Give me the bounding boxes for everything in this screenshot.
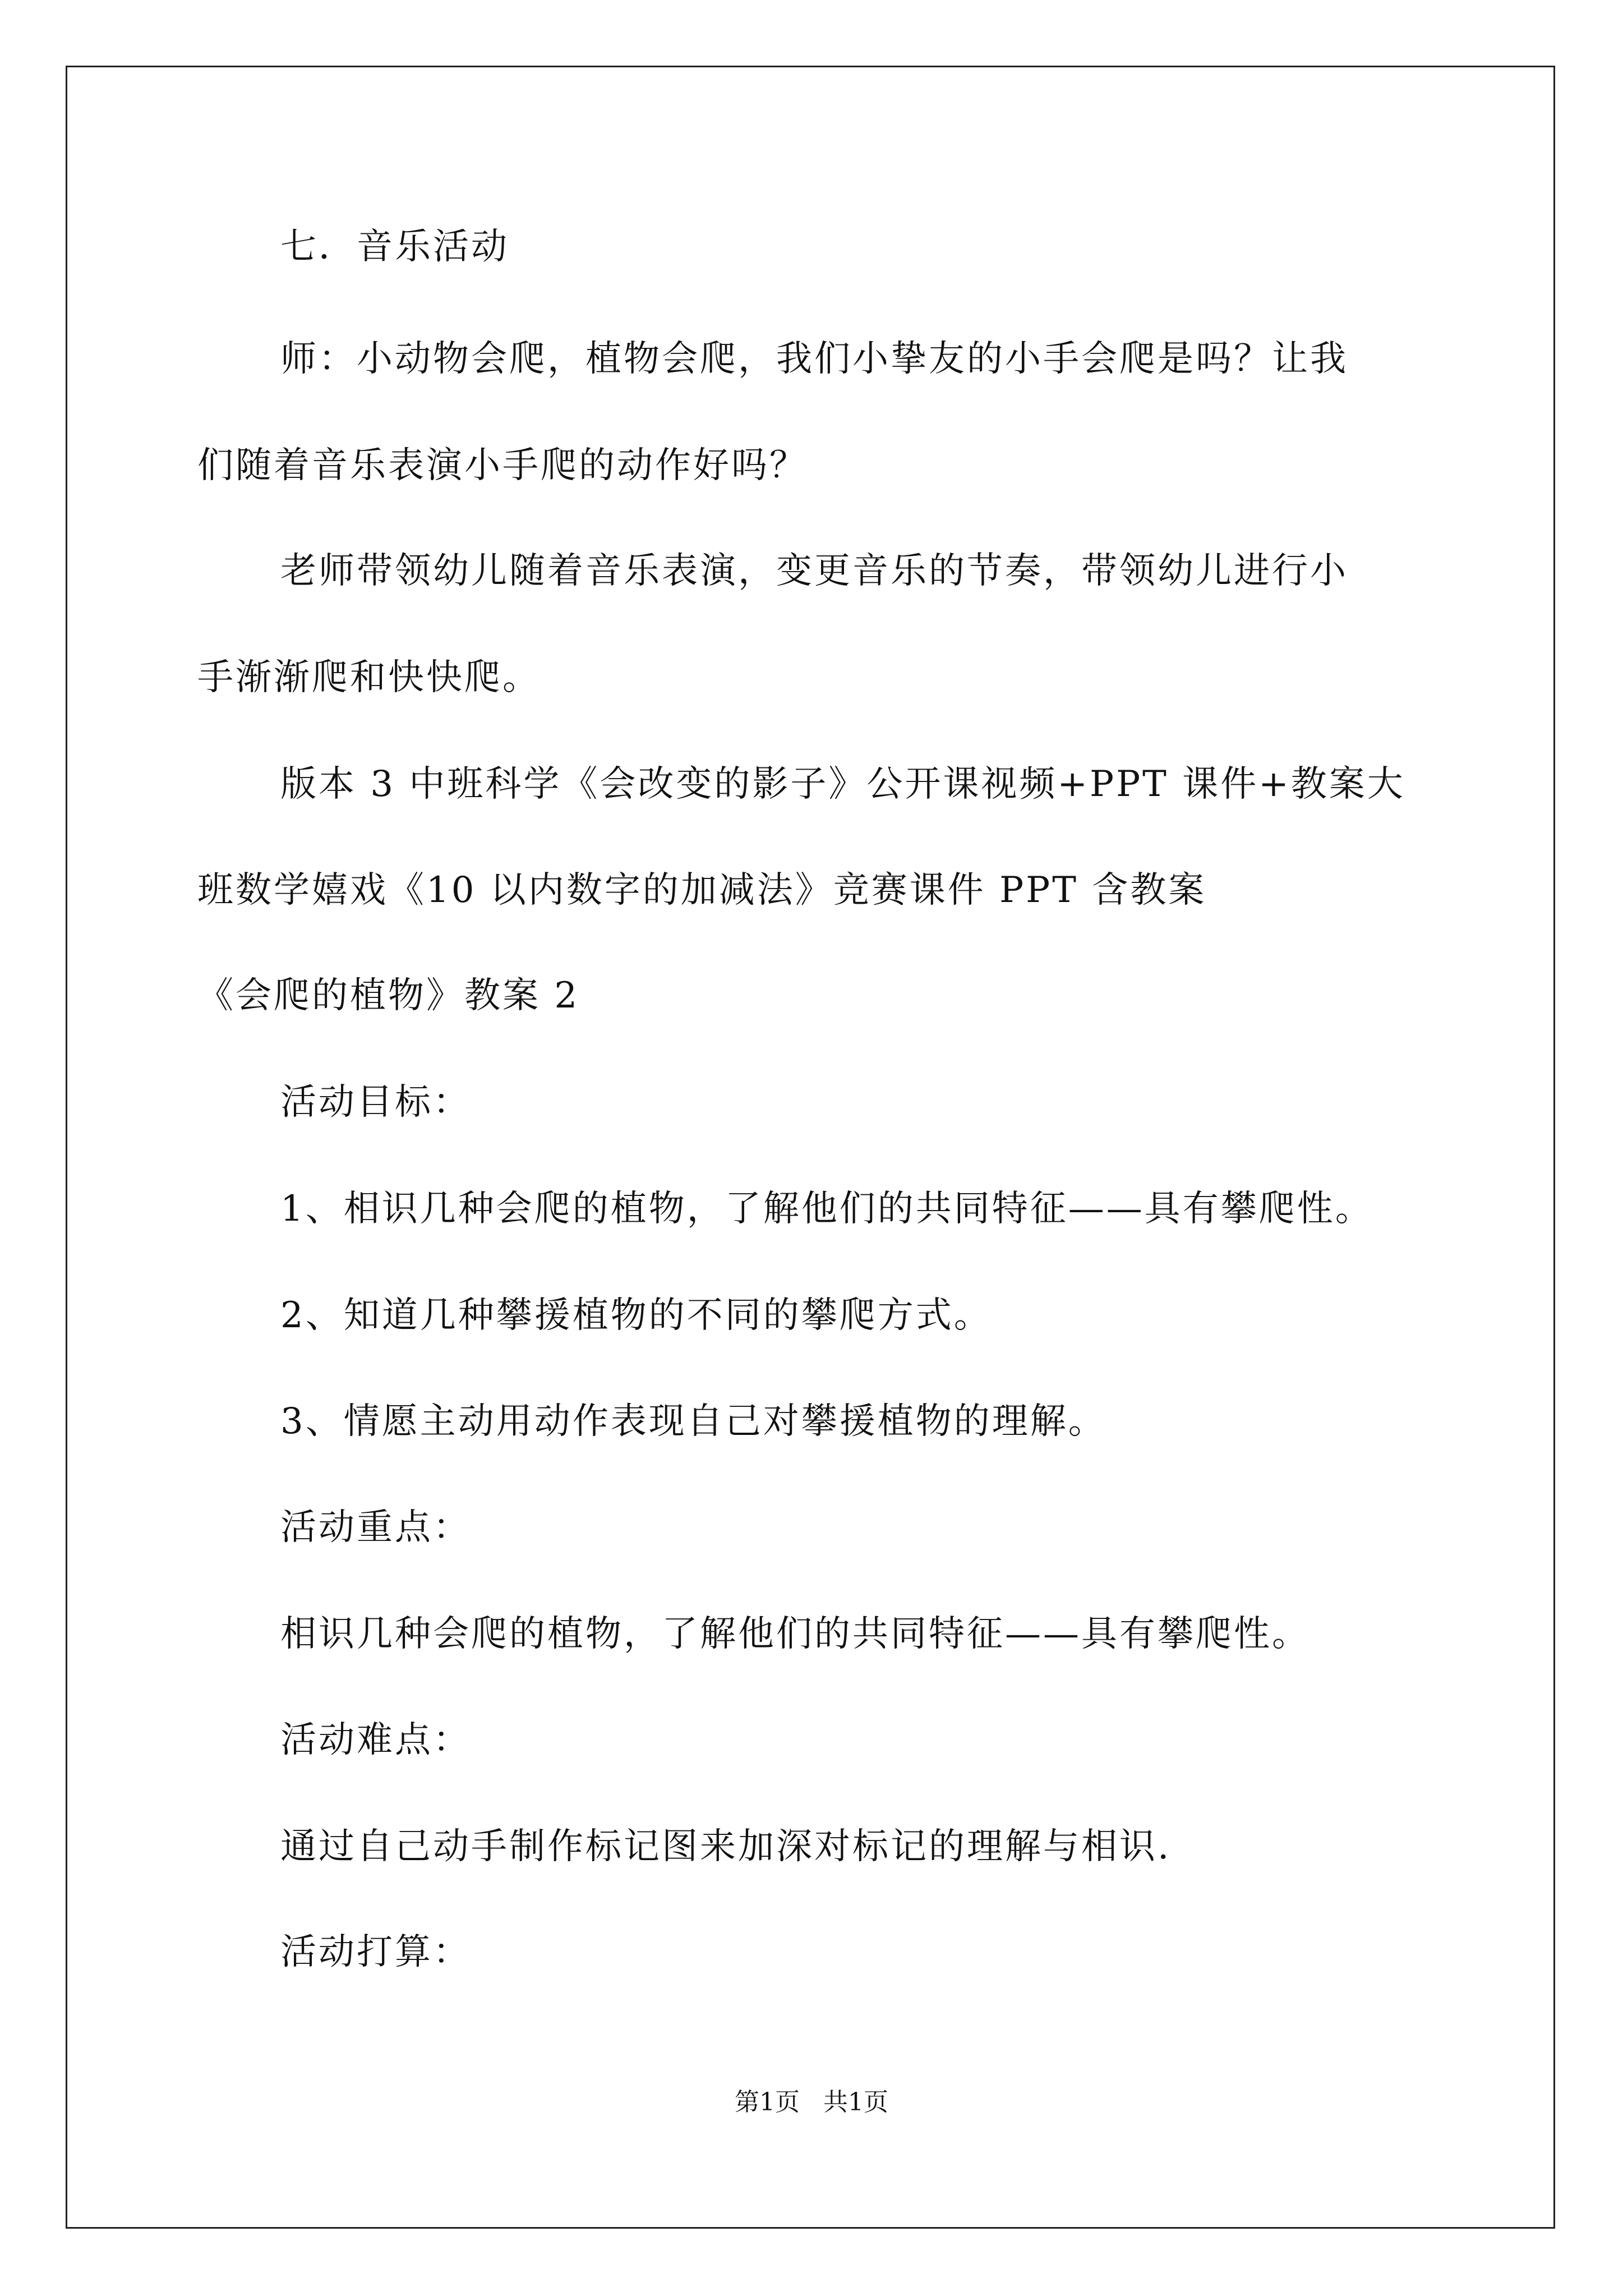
list-item: 2、知道几种攀援植物的不同的攀爬方式。 bbox=[280, 1295, 992, 1336]
list-item: 3、情愿主动用动作表现自己对攀援植物的理解。 bbox=[280, 1401, 1106, 1442]
paragraph-line: 班数学嬉戏《10 以内数字的加减法》竞赛课件 PPT 含教案 bbox=[197, 869, 1207, 911]
page-number-footer: 第1页 共1页 bbox=[735, 2088, 888, 2116]
paragraph-line: 们随着音乐表演小手爬的动作好吗？ bbox=[197, 445, 808, 486]
paragraph-line: 师：小动物会爬，植物会爬，我们小挚友的小手会爬是吗？让我 bbox=[280, 338, 1348, 380]
subheading-difficulties: 活动难点： bbox=[280, 1719, 471, 1761]
section-title: 《会爬的植物》教案 2 bbox=[197, 975, 580, 1016]
paragraph-line: 老师带领幼儿随着音乐表演，变更音乐的节奏，带领幼儿进行小 bbox=[280, 550, 1348, 592]
subheading-goals: 活动目标： bbox=[280, 1082, 471, 1123]
list-item: 1、相识几种会爬的植物，了解他们的共同特征——具有攀爬性。 bbox=[280, 1188, 1373, 1230]
heading-music-activity: 七．音乐活动 bbox=[280, 226, 509, 268]
page-border bbox=[66, 66, 1555, 2229]
paragraph-line: 手渐渐爬和快快爬。 bbox=[197, 657, 541, 698]
subheading-preparation: 活动打算： bbox=[280, 1931, 471, 1973]
subheading-key-points: 活动重点： bbox=[280, 1507, 471, 1548]
paragraph-line: 通过自己动手制作标记图来加深对标记的理解与相识. bbox=[280, 1826, 1172, 1867]
paragraph-line: 版本 3 中班科学《会改变的影子》公开课视频+PPT 课件+教案大 bbox=[280, 763, 1405, 805]
paragraph-line: 相识几种会爬的植物，了解他们的共同特征——具有攀爬性。 bbox=[280, 1613, 1310, 1655]
